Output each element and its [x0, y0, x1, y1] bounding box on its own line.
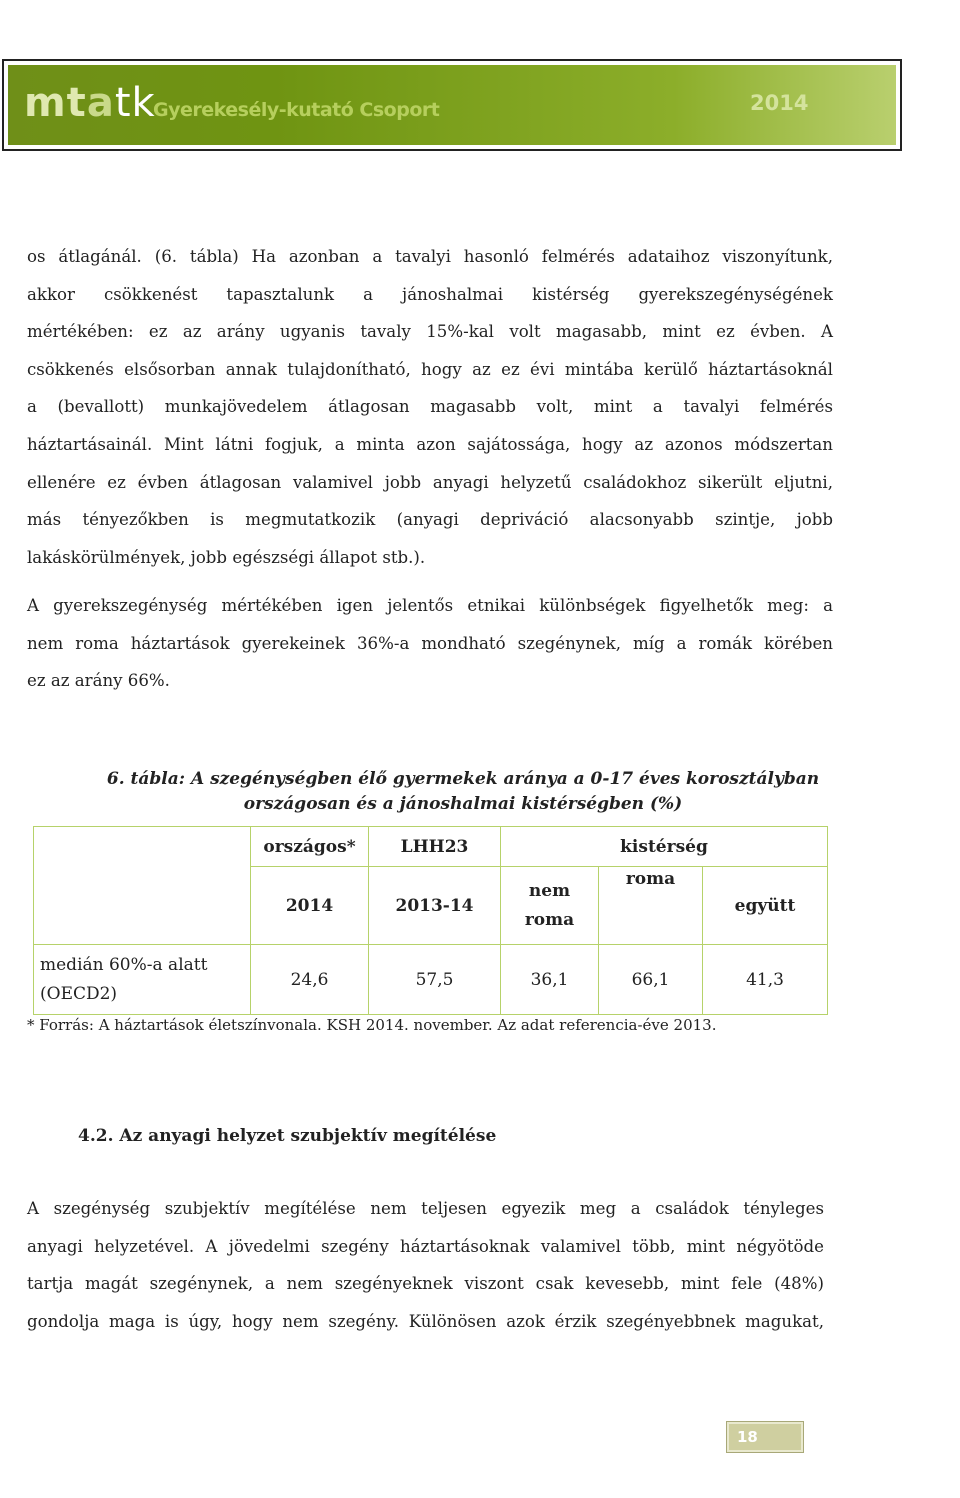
value-orszagos-2014: 24,6: [251, 945, 369, 1015]
p1-line: lakáskörülmények, jobb egészségi állapot stb.).: [27, 547, 426, 567]
section-title: 4.2. Az anyagi helyzet szubjektív megítélése: [78, 1126, 497, 1146]
banner-background: [8, 65, 896, 145]
p1-line: akkor csökkenést tapasztalunk a jánoshalmai kistérség gyerekszegénységének: [27, 284, 833, 304]
page-number-box: [726, 1421, 804, 1453]
poverty-table: [33, 826, 828, 1015]
p1-line: más tényezőkben is megmutatkozik (anyagi depriváció alacsonyabb szintje, jobb: [27, 510, 833, 530]
p3-line: gondolja maga is úgy, hogy nem szegény. Különösen azok érzik szegényebbnek magukat,: [27, 1311, 824, 1331]
table-footnote: * Forrás: A háztartások életszínvonala. KSH 2014. november. Az adat referencia-éve 2013.: [27, 1016, 717, 1034]
table-corner-cell: [34, 827, 251, 867]
value-nem-roma: 36,1: [501, 945, 599, 1015]
p1-line: os átlagánál. (6. tábla) Ha azonban a tavalyi hasonló felmérés adataihoz viszonyítunk,: [27, 247, 833, 266]
header-banner: [2, 59, 902, 151]
subheader-2013-14: 2013-14: [369, 867, 501, 945]
row-label-line-2: (OECD2): [40, 983, 118, 1004]
table-row: [34, 945, 828, 1015]
p3-line: A szegénység szubjektív megítélése nem teljesen egyezik meg a családok tényleges: [27, 1199, 824, 1218]
p1-line: mértékében: ez az arány ugyanis tavaly 15%-kal volt magasabb, mint ez évben. A: [27, 322, 833, 342]
paragraph-2: [27, 587, 833, 700]
p1-line: háztartásainál. Mint látni fogjuk, a minta azon sajátossága, hogy az azonos módszertan: [27, 434, 833, 454]
row-label-line-1: medián 60%-a alatt: [40, 954, 208, 975]
value-egyutt: 41,3: [703, 945, 828, 1015]
subheader-roma-text: roma: [625, 869, 676, 889]
p3-line: tartja magát szegénynek, a nem szegényeknek viszont csak kevesebb, mint fele (48%): [27, 1274, 824, 1294]
table-header-row: [34, 827, 828, 867]
header-orszagos: országos*: [251, 827, 369, 867]
value-roma: 66,1: [599, 945, 703, 1015]
header-lhh23: LHH23: [369, 827, 501, 867]
p3-line: anyagi helyzetével. A jövedelmi szegény háztartásoknak valamivel több, mint négyötöde: [27, 1236, 824, 1256]
subheader-nem: nem: [528, 880, 571, 901]
table-caption-line-2: országosan és a jánoshalmai kistérségben (%): [243, 794, 683, 814]
table-corner-cell-lower: [34, 867, 251, 945]
p1-line: a (bevallott) munkajövedelem átlagosan magasabb volt, mint a tavalyi felmérés: [27, 397, 833, 417]
logo-text-mt: mt: [24, 80, 87, 126]
subheader-roma-2: roma: [524, 909, 575, 930]
row-label: [34, 945, 251, 1015]
value-lhh23-2013-14: 57,5: [369, 945, 501, 1015]
p1-line: csökkenés elsősorban annak tulajdonítható, hogy az ez évi mintába kerülő háztartásoknál: [27, 359, 833, 379]
page-number: 18: [737, 1428, 758, 1446]
subheader-egyutt: együtt: [703, 867, 828, 945]
p1-line: ellenére ez évben átlagosan valamivel jobb anyagi helyzetű családokhoz sikerült eljutni,: [27, 472, 833, 492]
p2-line: nem roma háztartások gyerekeinek 36%-a mondható szegénynek, míg a romák körében: [27, 633, 833, 653]
group-name: Gyerekesély-kutató Csoport: [153, 99, 440, 121]
banner-year: 2014: [750, 91, 809, 115]
mtatk-logo: [24, 80, 156, 126]
subheader-roma: [599, 867, 703, 945]
header-kisterseg: kistérség: [501, 827, 828, 867]
paragraph-1: [27, 238, 833, 576]
p2-line: A gyerekszegénység mértékében igen jelentős etnikai különbségek figyelhetők meg: a: [27, 596, 833, 615]
table-subheader-row: [34, 867, 828, 945]
table-caption: [60, 767, 866, 817]
p2-line: ez az arány 66%.: [27, 671, 170, 691]
table-caption-line-1: 6. tábla: A szegénységben élő gyermekek aránya a 0-17 éves korosztályban: [106, 769, 820, 789]
paragraph-3: [27, 1190, 824, 1340]
logo-text-a: a: [86, 80, 115, 126]
subheader-nem-roma: [501, 867, 599, 945]
subheader-2014: 2014: [251, 867, 369, 945]
logo-text-tk: tk: [114, 80, 156, 126]
